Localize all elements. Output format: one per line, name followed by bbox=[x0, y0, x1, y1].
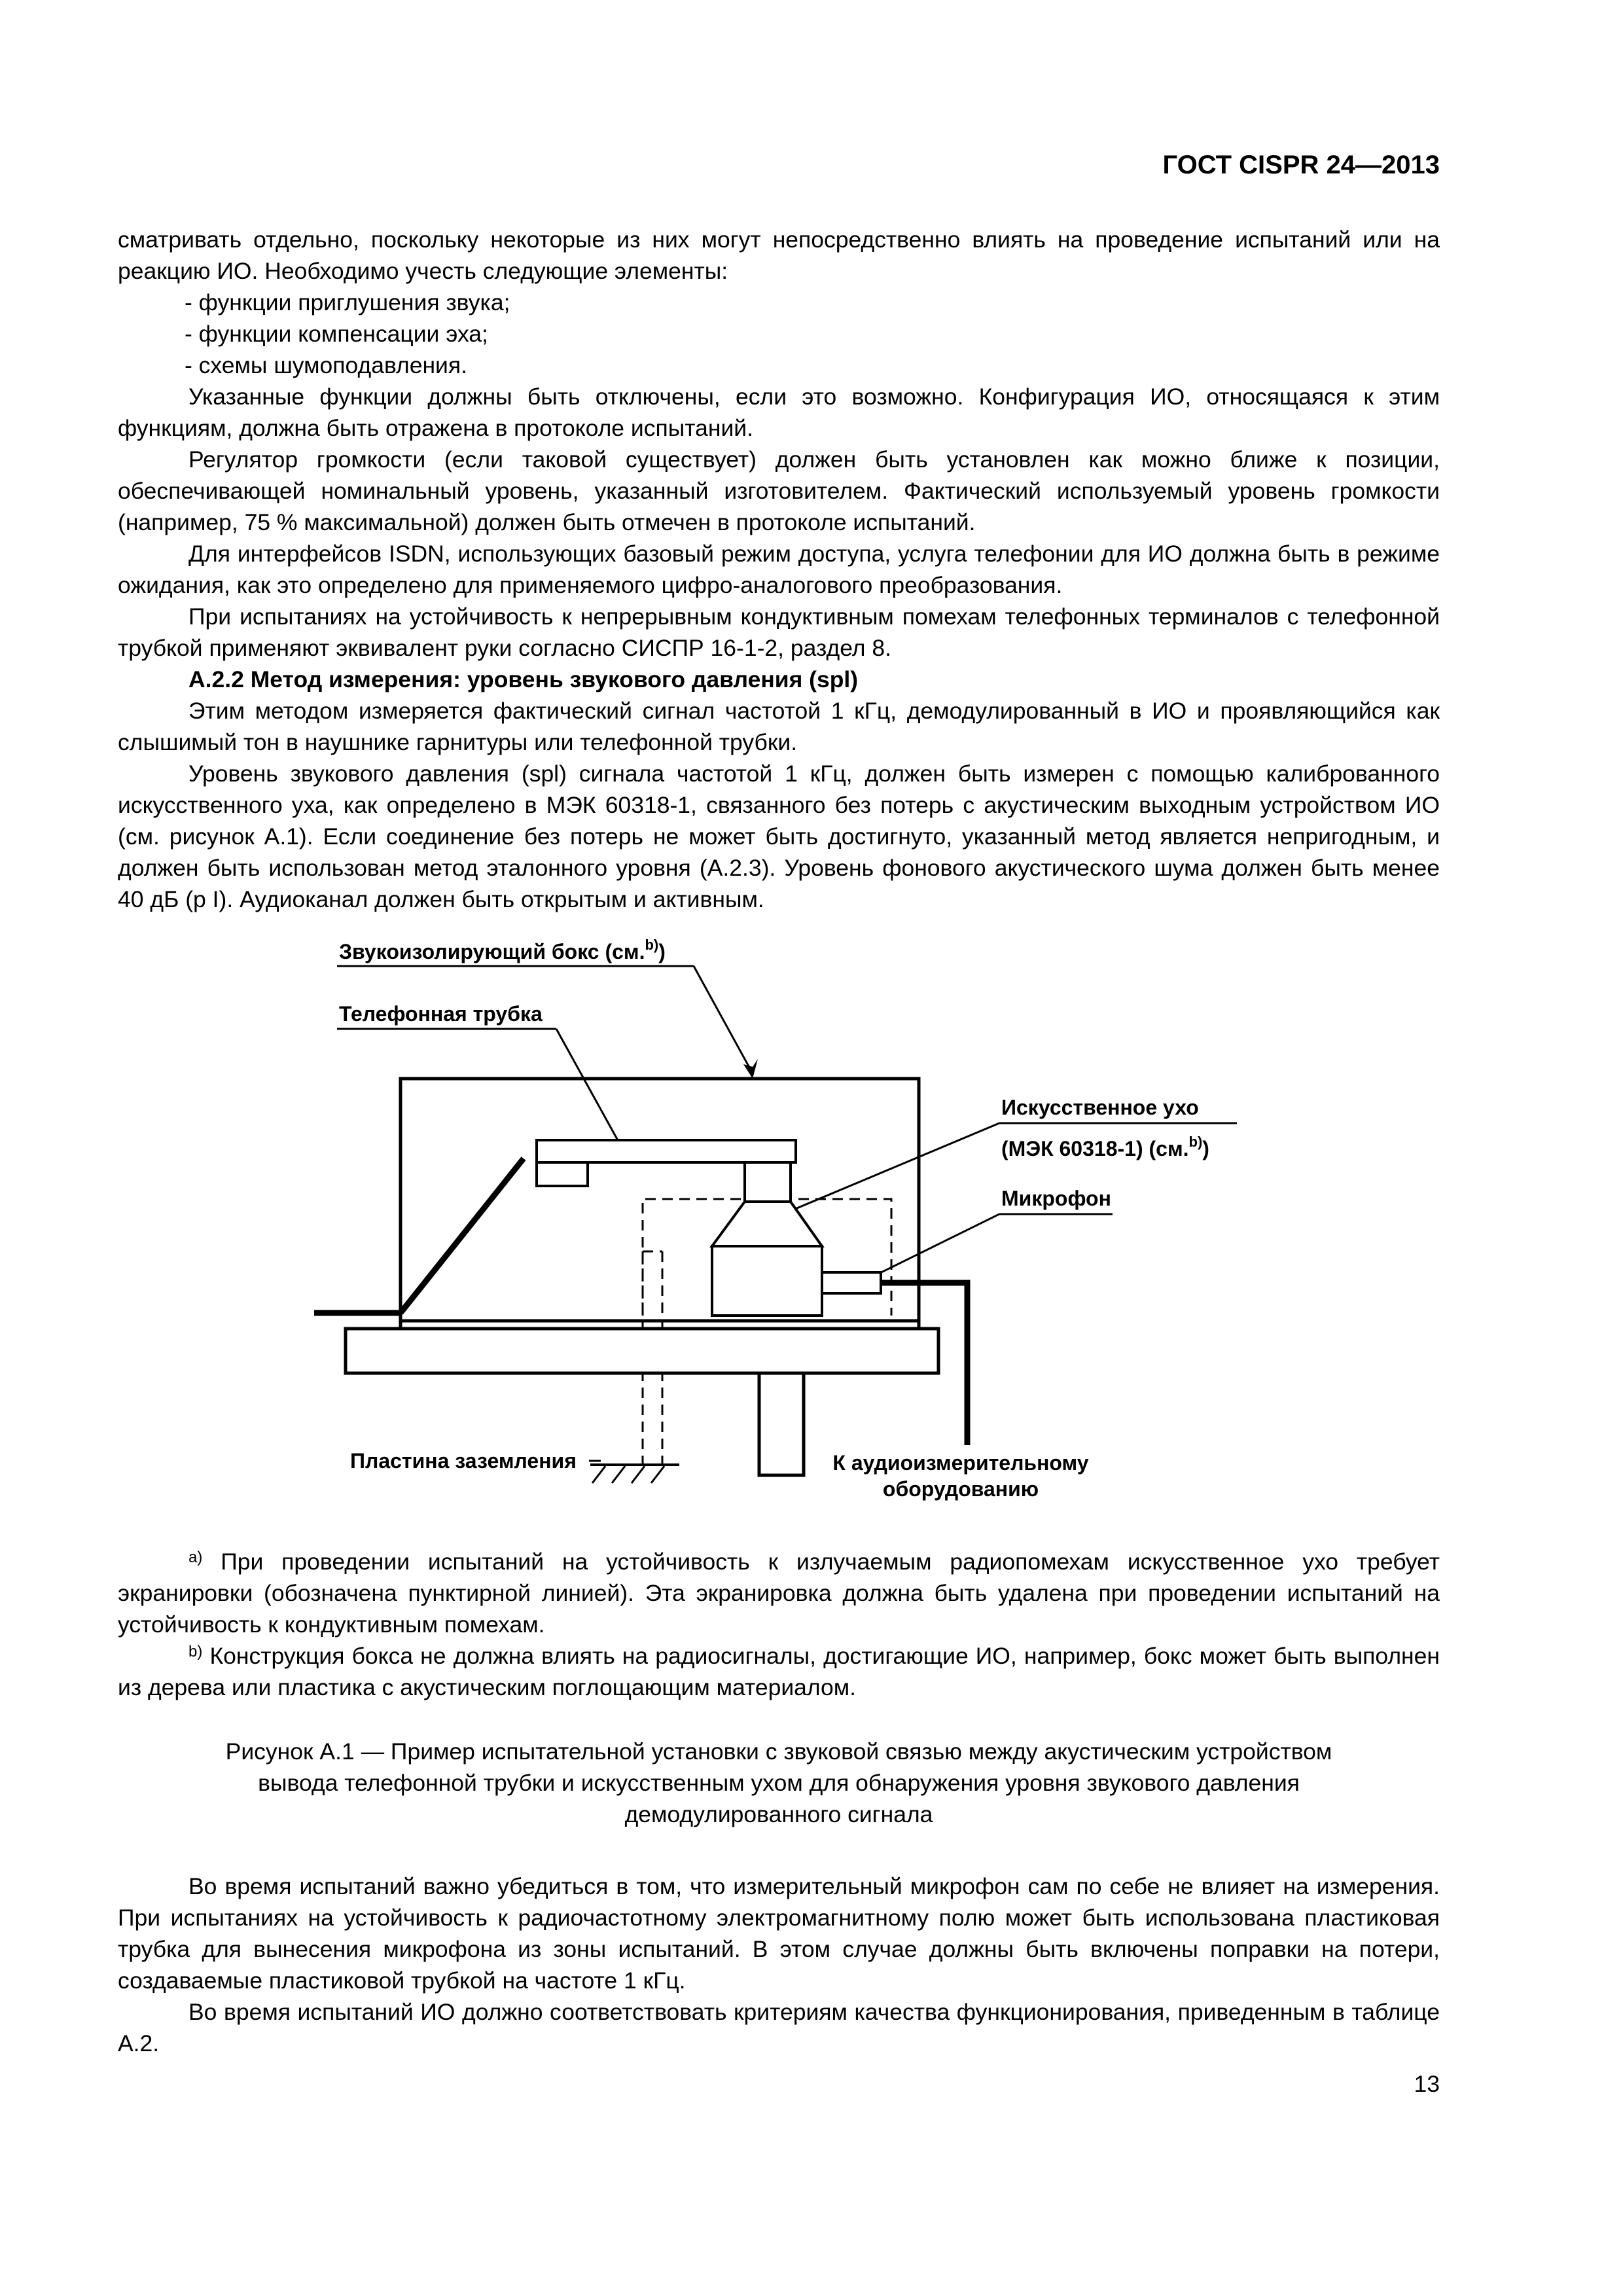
paragraph: Во время испытаний важно убедиться в том, что измерительный микрофон сам по себе не влияет на измерения. При испытаниях на устойчивость к радиочастотному электромагнитному полю может быть использована пластиковая трубка для вынесения микрофона из зоны испытаний. В этом случае должны быть включены поправки на потери, создаваемые пластиковой трубкой на частоте 1 кГц. bbox=[118, 1873, 1440, 1994]
leader-line bbox=[766, 1123, 999, 1221]
paragraph: Уровень звукового давления (spl) сигнала частотой 1 кГц, должен быть измерен с помощью калиброванного искусственного уха, как определено в МЭК 60318-1, связанного без потерь с акустическим выходным устройством ИО (см. рисунок А.1). Если соединение без потерь не может быть достигнуто, указанный метод является непригодным, и должен быть использован метод эталонного уровня (А.2.3). Уровень фонового акустического шума должен быть менее 40 дБ (р I). Аудиоканал должен быть открытым и активным. bbox=[118, 761, 1440, 912]
paragraph: Для интерфейсов ISDN, использующих базовый режим доступа, услуга телефонии для ИО должна быть в режиме ожидания, как это определено для применяемого цифро-аналогового преобразования. bbox=[118, 541, 1440, 598]
artificial-ear-body bbox=[712, 1246, 822, 1316]
paragraph: Регулятор громкости (если таковой существует) должен быть установлен как можно ближе к позиции, обеспечивающей номинальный уровень, указанный изготовителем. Фактический используемый уровень громкости (например, 75 % максимальной) должен быть отмечен в протоколе испытаний. bbox=[118, 446, 1440, 535]
label-audio-equipment-2: оборудованию bbox=[882, 1477, 1039, 1501]
ground-plate bbox=[346, 1329, 938, 1373]
label-soundproof-box: Звукоизолирующий бокс (см.$^{b)}$) bbox=[339, 937, 666, 963]
note-a: $^{a)}$ При проведении испытаний на устойчивость к излучаемым радиопомехам искусственное ухо требует экранировки (обозначена пунктирной линией). Эта экранировка должна быть удалена при проведении испытаний на устойчивость к кондуктивным помехам. bbox=[118, 1549, 1440, 1638]
label-artificial-ear-ref: (МЭК 60318-1) (см.$^{b)}$) bbox=[1001, 1134, 1209, 1160]
caption-line: демодулированного сигнала bbox=[624, 1801, 933, 1827]
label-artificial-ear: Искусственное ухо bbox=[1001, 1096, 1199, 1119]
list-item: - функции компенсации эха; bbox=[185, 321, 488, 347]
figure-notes bbox=[118, 1546, 1440, 1703]
leader-line bbox=[556, 1029, 618, 1141]
artificial-ear-cone bbox=[712, 1202, 822, 1246]
caption-line: Рисунок А.1 — Пример испытательной установки с звуковой связью между акустическим устройством bbox=[225, 1738, 1332, 1765]
section-heading: А.2.2 Метод измерения: уровень звукового давления (spl) bbox=[188, 666, 859, 692]
microphone bbox=[822, 1272, 881, 1293]
label-audio-equipment: К аудиоизмерительному bbox=[832, 1451, 1089, 1475]
caption-line: вывода телефонной трубки и искусственным ухом для обнаружения уровня звукового давления bbox=[258, 1770, 1300, 1796]
list-item: - функции приглушения звука; bbox=[185, 289, 510, 315]
page-number: 13 bbox=[1414, 2071, 1440, 2097]
table-leg bbox=[759, 1373, 804, 1475]
note-b: $^{b)}$ Конструкция бокса не должна влиять на радиосигналы, достигающие ИО, например, бокс может быть выполнен из дерева или пластика с акустическим поглощающим материалом. bbox=[118, 1643, 1440, 1700]
list-item: - схемы шумоподавления. bbox=[185, 352, 467, 378]
label-handset: Телефонная трубка bbox=[339, 1002, 543, 1026]
figure-caption bbox=[118, 1736, 1440, 1830]
paragraph: сматривать отдельно, поскольку некоторые из них могут непосредственно влиять на проведение испытаний или на реакцию ИО. Необходимо учесть следующие элементы: bbox=[118, 226, 1440, 284]
leader-line bbox=[694, 966, 753, 1073]
label-microphone: Микрофон bbox=[1001, 1187, 1111, 1210]
paragraph: Во время испытаний ИО должно соответствовать критериям качества функционирования, приведенным в таблице А.2. bbox=[118, 1999, 1440, 2056]
label-ground-plate: Пластина заземления bbox=[350, 1449, 577, 1473]
paragraph: Указанные функции должны быть отключены, если это возможно. Конфигурация ИО, относящаяся к этим функциям, должна быть отражена в протоколе испытаний. bbox=[118, 384, 1440, 441]
body-text-bottom bbox=[118, 1871, 1440, 2059]
handset-bar bbox=[537, 1140, 796, 1162]
standard-designation: ГОСТ CISPR 24—2013 bbox=[1162, 151, 1440, 179]
handset-mouthpiece bbox=[537, 1162, 588, 1186]
artificial-ear-neck bbox=[745, 1162, 791, 1202]
paragraph: Этим методом измеряется фактический сигнал частотой 1 кГц, демодулированный в ИО и проявляющийся как слышимый тон в наушнике гарнитуры или телефонной трубки. bbox=[118, 698, 1440, 755]
paragraph: При испытаниях на устойчивость к непрерывным кондуктивным помехам телефонных терминалов с телефонной трубкой применяют эквивалент руки согласно СИСПР 16-1-2, раздел 8. bbox=[118, 603, 1440, 661]
handset-cord bbox=[401, 1158, 524, 1313]
